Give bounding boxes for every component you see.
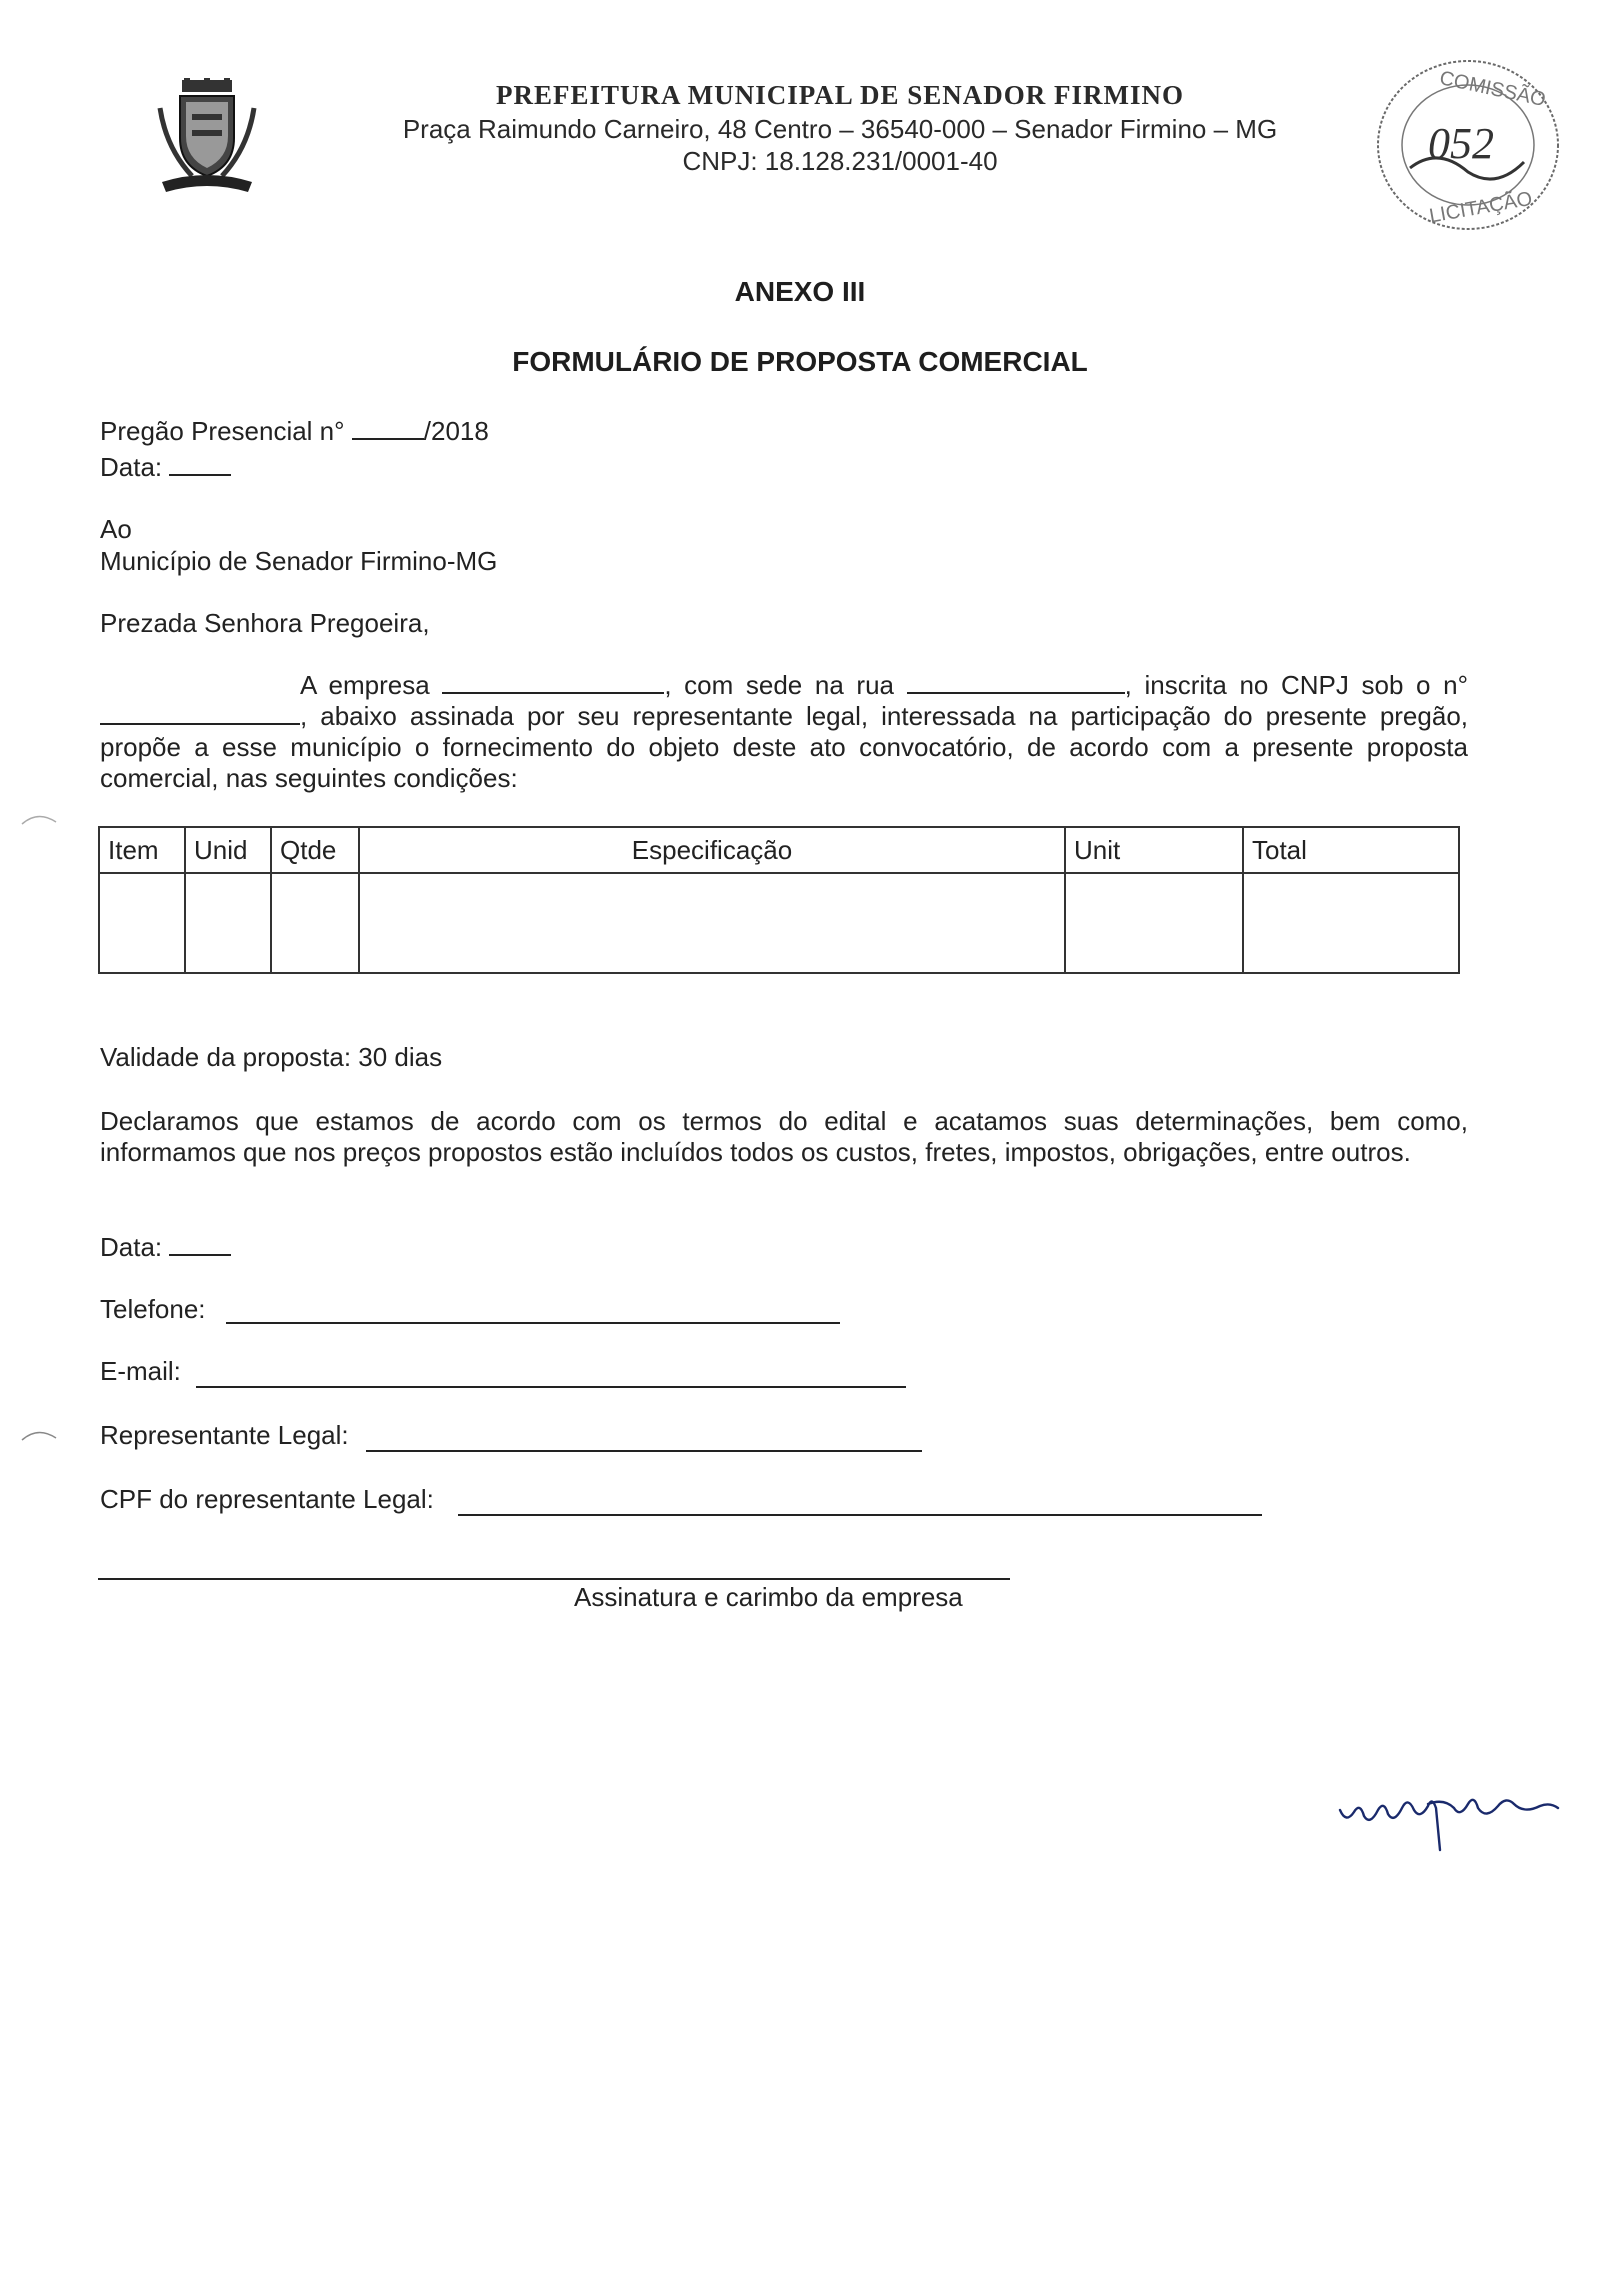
col-qtde: Qtde (271, 827, 359, 873)
form-title: FORMULÁRIO DE PROPOSTA COMERCIAL (512, 346, 1088, 377)
col-unit: Unit (1065, 827, 1243, 873)
scan-mark (20, 1424, 60, 1444)
header-title: PREFEITURA MUNICIPAL DE SENADOR FIRMINO (495, 80, 1185, 110)
header-address: Praça Raimundo Carneiro, 48 Centro – 36540-000 – Senador Firmino – MG (402, 114, 1278, 144)
table-row (99, 873, 1459, 973)
email-field[interactable] (196, 1386, 906, 1388)
to-line-2: Município de Senador Firmino-MG (100, 546, 498, 576)
cell-item[interactable] (99, 873, 185, 973)
items-table (98, 826, 1460, 974)
date-field: Data: (100, 1232, 231, 1263)
col-item: Item (99, 827, 185, 873)
stamp-bottom-text: LICITAÇÃO (1427, 187, 1534, 228)
table-header-row (99, 827, 1459, 873)
declaration-text: Declaramos que estamos de acordo com os termos do edital e acatamos suas determinações, bem como, informamos que nos preços propostos estão incluídos todos os custos, fretes, impostos, obrigações, entre outros. (100, 1106, 1468, 1167)
stamp-top-text: COMISSÃO (1437, 67, 1548, 112)
handwritten-signature (1328, 1780, 1568, 1860)
pregao-line: Pregão Presencial n° /2018 (100, 416, 489, 446)
cell-unit[interactable] (1065, 873, 1243, 973)
signature-caption: Assinatura e carimbo da empresa (574, 1582, 963, 1612)
col-total: Total (1243, 827, 1459, 873)
phone-field[interactable] (226, 1322, 840, 1324)
email-label: E-mail: (100, 1356, 181, 1386)
rep-field[interactable] (366, 1450, 922, 1452)
header-cnpj: CNPJ: 18.128.231/0001-40 (682, 146, 998, 176)
annex-heading: ANEXO III (734, 276, 866, 307)
cell-qtde[interactable] (271, 873, 359, 973)
stamp-number: 052 (1428, 119, 1494, 168)
cpf-field[interactable] (458, 1514, 1262, 1516)
cell-especificacao[interactable] (359, 873, 1065, 973)
to-line-1: Ao (100, 514, 132, 544)
cell-unid[interactable] (185, 873, 271, 973)
col-especificacao: Especificação (359, 827, 1065, 873)
commission-stamp (1368, 50, 1568, 240)
intro-paragraph: A empresa , com sede na rua , inscrita no CNPJ sob o n° , abaixo assinada por seu representante legal, interessada na participação do presente pregão, propõe a esse município o fornecimento do objeto deste ato convocatório, de acordo com a presente proposta comercial, nas seguintes condições: (100, 670, 1468, 793)
validity-text: Validade da proposta: 30 dias (100, 1042, 443, 1072)
cpf-label: CPF do representante Legal: (100, 1484, 434, 1514)
cell-total[interactable] (1243, 873, 1459, 973)
scan-mark (20, 808, 60, 828)
rep-label: Representante Legal: (100, 1420, 349, 1450)
date-line: Data: (100, 452, 231, 483)
signature-line[interactable] (98, 1578, 1010, 1580)
greeting: Prezada Senhora Pregoeira, (100, 608, 430, 638)
col-unid: Unid (185, 827, 271, 873)
phone-label: Telefone: (100, 1294, 206, 1324)
